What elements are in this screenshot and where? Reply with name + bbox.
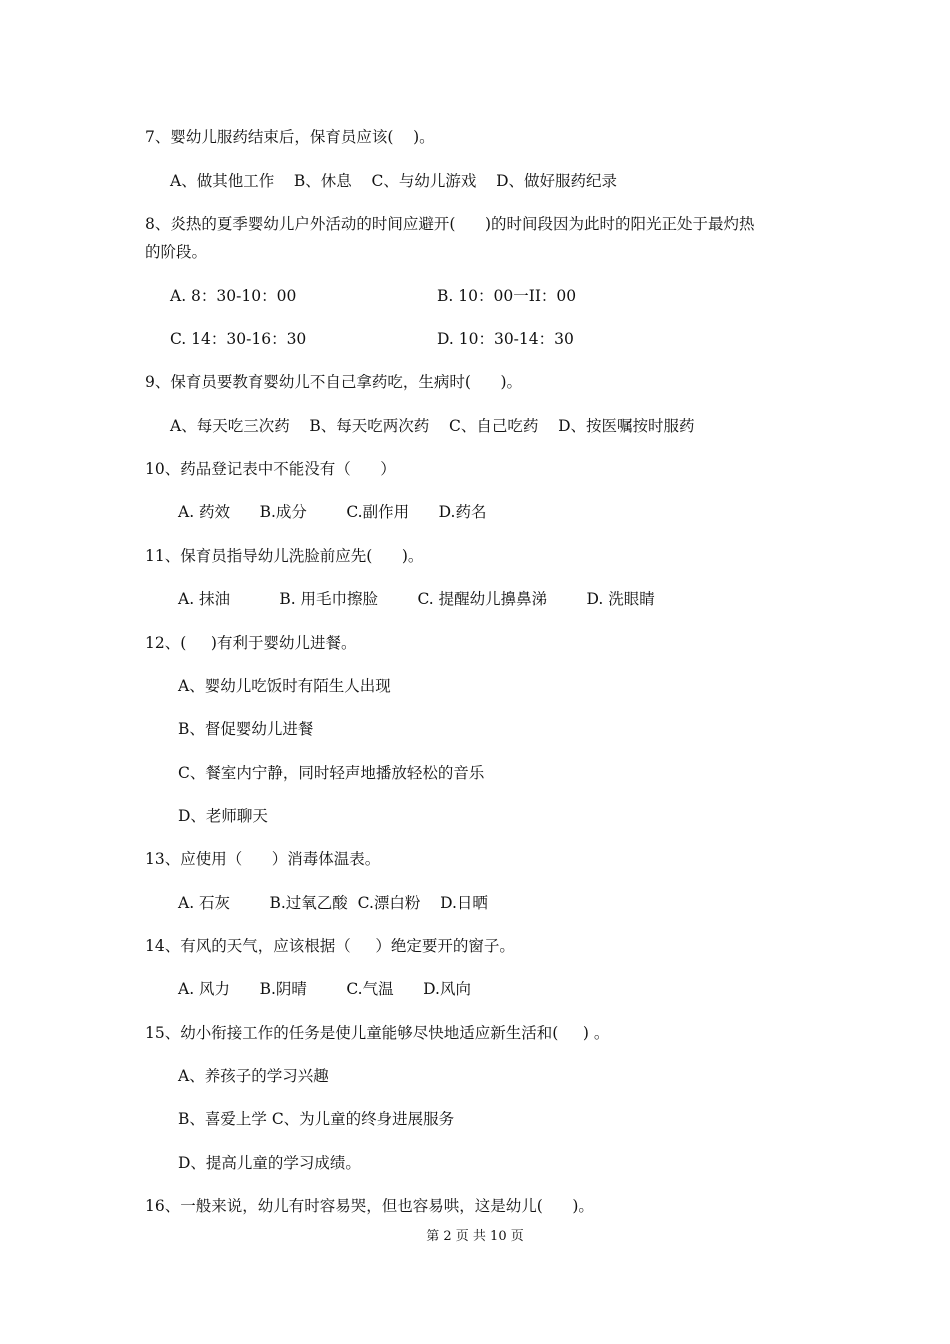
question-8-option-a: A. 8：30-10：00 (170, 287, 297, 305)
question-9-stem: 9、保育员要教育婴幼儿不自己拿药吃，生病时( )。 (145, 373, 523, 391)
question-15-option-a: A、养孩子的学习兴趣 (178, 1067, 329, 1085)
question-14-options: A. 风力 B.阴晴 C.气温 D.风向 (178, 980, 471, 998)
question-7-stem: 7、婴幼儿服药结束后，保育员应该( )。 (145, 128, 435, 146)
question-7-options: A、做其他工作 B、休息 C、与幼儿游戏 D、做好服药纪录 (170, 172, 617, 190)
question-15-option-bc: B、喜爱上学 C、为儿童的终身进展服务 (178, 1110, 455, 1128)
question-12-option-d: D、老师聊天 (178, 807, 268, 825)
question-10-stem: 10、药品登记表中不能没有（ ） (145, 460, 396, 478)
question-8-option-c: C. 14：30-16：30 (170, 330, 307, 348)
question-15-option-d: D、提高儿童的学习成绩。 (178, 1154, 361, 1172)
question-8-stem: 8、炎热的夏季婴幼儿户外活动的时间应避开( )的时间段因为此时的阳光正处于最灼热 (145, 215, 755, 233)
question-12-option-c: C、餐室内宁静，同时轻声地播放轻松的音乐 (178, 764, 485, 782)
question-16-stem: 16、一般来说，幼儿有时容易哭，但也容易哄，这是幼儿( )。 (145, 1197, 594, 1215)
question-14-stem: 14、有风的天气，应该根据（ ）绝定要开的窗子。 (145, 937, 515, 955)
question-11-options: A. 抹油 B. 用毛巾擦脸 C. 提醒幼儿擤鼻涕 D. 洗眼睛 (178, 590, 655, 608)
question-8-option-b: B. 10：00一II：00 (437, 287, 577, 305)
question-9-options: A、每天吃三次药 B、每天吃两次药 C、自己吃药 D、按医嘱按时服药 (170, 417, 695, 435)
page-footer: 第 2 页 共 10 页 (426, 1229, 524, 1244)
question-8-option-d: D. 10：30-14：30 (437, 330, 574, 348)
question-8-stem-cont: 的阶段。 (145, 243, 208, 261)
question-15-stem: 15、幼小衔接工作的任务是使儿童能够尽快地适应新生活和( ) 。 (145, 1024, 610, 1042)
question-13-stem: 13、应使用（ ）消毒体温表。 (145, 850, 381, 868)
question-12-option-b: B、督促婴幼儿进餐 (178, 720, 314, 738)
question-11-stem: 11、保育员指导幼儿洗脸前应先( )。 (145, 547, 424, 565)
question-12-option-a: A、婴幼儿吃饭时有陌生人出现 (178, 677, 391, 695)
question-12-stem: 12、( )有利于婴幼儿进餐。 (145, 634, 357, 652)
question-13-options: A. 石灰 B.过氧乙酸 C.漂白粉 D.日晒 (178, 894, 488, 912)
question-10-options: A. 药效 B.成分 C.副作用 D.药名 (178, 503, 487, 521)
